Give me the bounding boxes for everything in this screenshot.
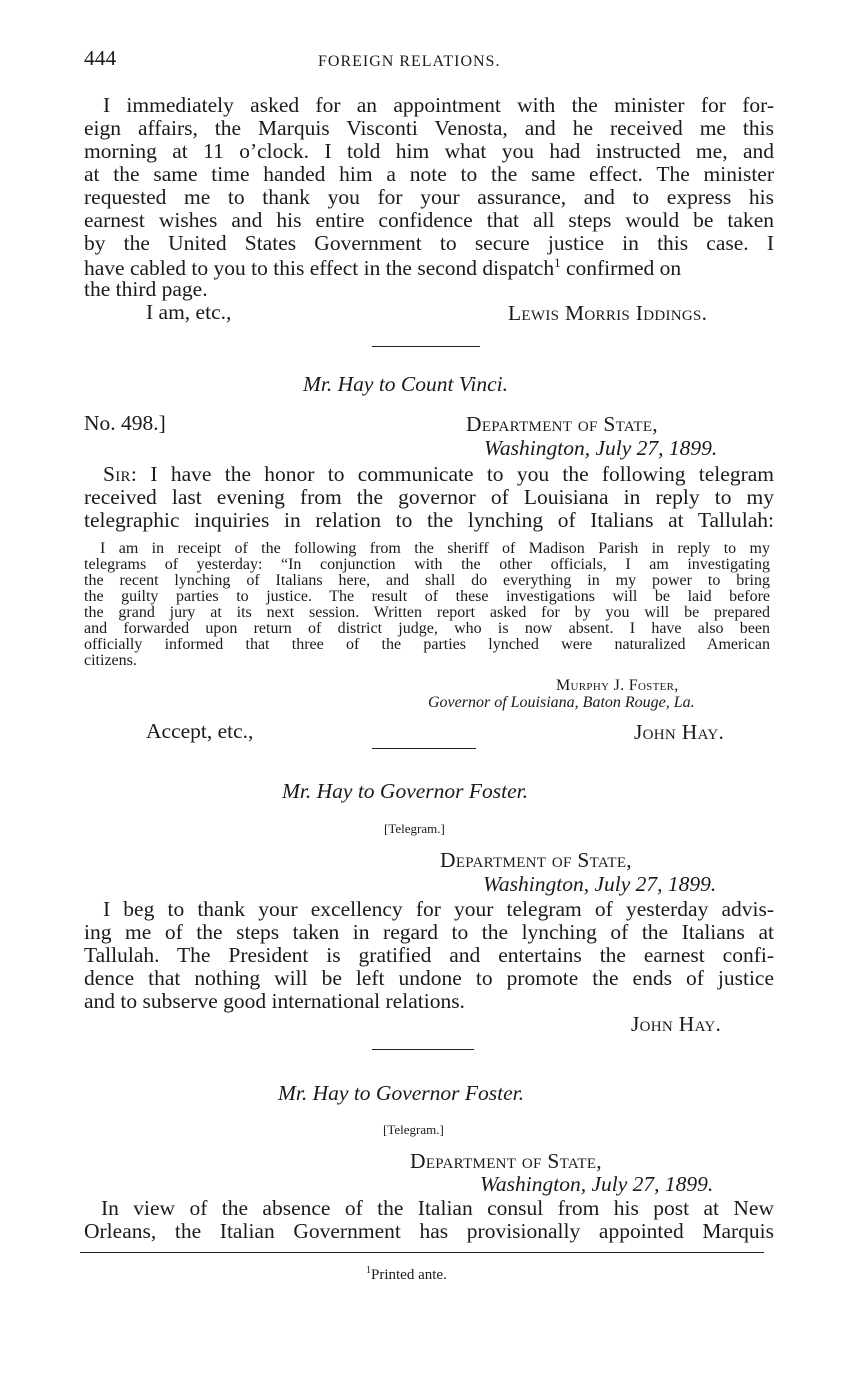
signature: Lewis Morris Iddings.	[508, 301, 708, 325]
body-line-text: have cabled to you to this effect in the second dispatch	[84, 256, 555, 281]
dateline: Washington, July 27, 1899.	[484, 436, 718, 460]
quote-line: I am in receipt of the following from the sheriff of Madison Parish in reply to my	[100, 540, 770, 557]
quote-line: telegrams of yesterday: “In conjunction with the other officials, I am investigating	[84, 556, 770, 573]
dateline: Washington, July 27, 1899.	[483, 872, 717, 896]
body-line: telegraphic inquiries in relation to the lynching of Italians at Tallulah:	[84, 508, 774, 532]
closing: I am, etc.,	[146, 300, 232, 324]
body-line: the third page.	[84, 277, 208, 301]
quote-line: citizens.	[84, 652, 137, 669]
footnote-text: Printed ante.	[371, 1267, 447, 1283]
salutation: Sir:	[103, 462, 138, 486]
signature: John Hay.	[631, 1012, 722, 1036]
quote-signature-title: Governor of Louisiana, Baton Rouge, La.	[428, 694, 695, 711]
telegram-note: [Telegram.]	[384, 821, 445, 836]
quote-line: the guilty parties to justice. The result of these investigations will be laid before	[84, 588, 770, 605]
footnote	[366, 1264, 447, 1284]
footnote-marker: 1	[554, 255, 561, 270]
body-line-tail: confirmed on	[560, 256, 682, 281]
section-divider	[372, 748, 476, 749]
quote-line: and forwarded upon return of district judge, who is now absent. I have also been	[84, 620, 770, 637]
section-divider	[372, 1049, 474, 1050]
running-title: FOREIGN RELATIONS.	[318, 53, 501, 70]
body-line: Tallulah. The President is gratified and entertains the earnest confi-	[84, 943, 774, 967]
department-line: Department of State,	[440, 848, 632, 872]
body-line: morning at 11 o’clock. I told him what you had instructed me, and	[84, 139, 774, 163]
body-line: and to subserve good international relations.	[84, 989, 465, 1013]
section-heading: Mr. Hay to Governor Foster.	[278, 1081, 525, 1105]
body-line: Orleans, the Italian Government has provisionally appointed Marquis	[84, 1219, 774, 1243]
body-line: ing me of the steps taken in regard to the lynching of the Italians at	[84, 920, 774, 944]
body-line	[103, 464, 774, 486]
dateline: Washington, July 27, 1899.	[480, 1172, 714, 1196]
telegram-note: [Telegram.]	[383, 1122, 444, 1137]
body-line: dence that nothing will be left undone to promote the ends of justice	[84, 966, 774, 990]
body-line: received last evening from the governor of Louisiana in reply to my	[84, 485, 774, 509]
body-line-text: I have the honor to communicate to you the following telegram	[150, 462, 774, 486]
footnote-marker: 1	[366, 1265, 371, 1276]
body-line: at the same time handed him a note to the same effect. The minister	[84, 162, 774, 186]
body-line: eign affairs, the Marquis Visconti Venosta, and he received me this	[84, 116, 774, 140]
body-line: requested me to thank you for your assurance, and to express his	[84, 185, 774, 209]
body-line: I immediately asked for an appointment with the minister for for-	[103, 93, 774, 117]
body-line: earnest wishes and his entire confidence that all steps would be taken	[84, 208, 774, 232]
closing: Accept, etc.,	[146, 719, 254, 743]
body-line: I beg to thank your excellency for your telegram of yesterday advis-	[103, 897, 774, 921]
section-heading: Mr. Hay to Count Vinci.	[303, 372, 509, 396]
quote-line: the recent lynching of Italians here, and shall do everything in my power to bring	[84, 572, 770, 589]
quote-line: officially informed that three of the parties lynched were naturalized American	[84, 636, 770, 653]
quote-line: the grand jury at its next session. Written report asked for by you will be prepared	[84, 604, 770, 621]
body-line: In view of the absence of the Italian consul from his post at New	[101, 1196, 774, 1220]
page-number: 444	[84, 46, 117, 70]
quote-signature: Murphy J. Foster,	[556, 677, 679, 694]
body-line: by the United States Government to secure justice in this case. I	[84, 231, 774, 255]
section-heading: Mr. Hay to Governor Foster.	[282, 779, 529, 803]
footnote-rule	[80, 1252, 764, 1253]
section-divider	[372, 346, 480, 347]
department-line: Department of State,	[466, 412, 658, 436]
signature: John Hay.	[634, 720, 725, 744]
document-number: No. 498.]	[84, 411, 166, 435]
department-line: Department of State,	[410, 1149, 602, 1173]
